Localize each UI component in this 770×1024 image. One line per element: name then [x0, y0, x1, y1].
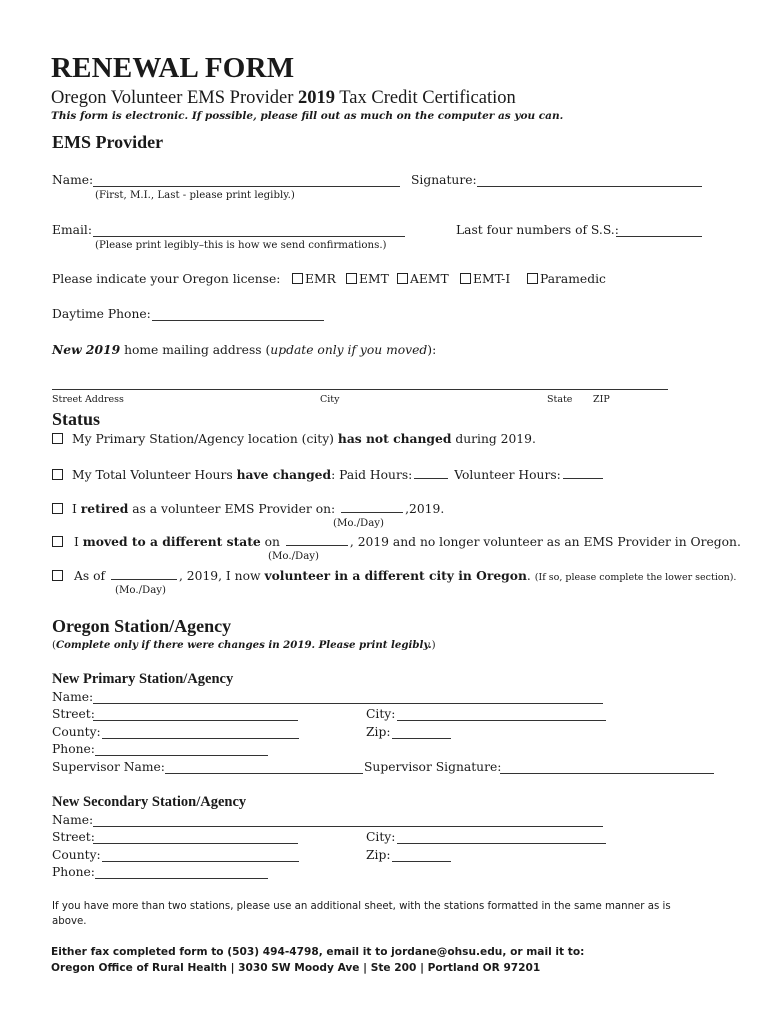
secondary-county-label: County:	[52, 848, 101, 862]
secondary-city-label: City:	[366, 830, 396, 844]
ssn-input-line[interactable]	[616, 236, 702, 237]
signature-input-line[interactable]	[477, 186, 702, 187]
primary-city-input-line[interactable]	[397, 720, 606, 721]
opt4-pre: I	[74, 535, 83, 549]
name-label: Name:	[52, 173, 94, 187]
subtitle-post: Tax Credit Certification	[335, 88, 516, 108]
note-text: Complete only if there were changes in 2019. Please print legibly.	[55, 639, 432, 651]
paid-hours-input-line[interactable]	[414, 466, 448, 479]
supervisor-name-label: Supervisor Name:	[52, 760, 165, 774]
checkbox-icon[interactable]	[397, 273, 408, 284]
opt2-pre: My Total Volunteer Hours	[72, 468, 237, 482]
addr-state-label: State	[547, 394, 573, 405]
addr-city-label: City	[320, 394, 340, 405]
retired-mo-day-hint: (Mo./Day)	[333, 518, 385, 529]
ssn-label: Last four numbers of S.S.:	[456, 223, 619, 237]
opt1-post: during 2019.	[451, 432, 536, 446]
retired-date-input-line[interactable]	[341, 500, 403, 513]
primary-county-label: County:	[52, 725, 101, 739]
opt3-post: as a volunteer EMS Provider on:	[128, 502, 336, 516]
primary-name-input-line[interactable]	[93, 703, 603, 704]
submission-instructions: Either fax completed form to (503) 494-4798, email it to jordane@ohsu.edu, or mail it to:	[51, 946, 585, 958]
license-option-emt-i[interactable]	[460, 272, 510, 286]
checkbox-icon[interactable]	[52, 469, 63, 480]
secondary-name-input-line[interactable]	[93, 826, 603, 827]
opt3-bold: retired	[80, 501, 129, 516]
primary-county-input-line[interactable]	[102, 738, 299, 739]
license-aemt-label: AEMT	[410, 272, 449, 286]
station-heading: Oregon Station/Agency	[52, 616, 232, 636]
phone-input-line[interactable]	[152, 320, 324, 321]
opt5-pre: As of	[74, 569, 106, 583]
signature-label: Signature:	[411, 173, 477, 187]
subtitle-pre: Oregon Volunteer EMS Provider	[51, 88, 298, 108]
checkbox-icon[interactable]	[292, 273, 303, 284]
opt5-mid: , 2019, I now	[178, 569, 265, 583]
name-hint: (First, M.I., Last - please print legibly.)	[95, 190, 295, 201]
moved-mo-day-hint: (Mo./Day)	[268, 551, 320, 562]
license-paramedic-label: Paramedic	[540, 272, 606, 286]
license-option-emt[interactable]	[346, 272, 389, 286]
checkbox-icon[interactable]	[52, 503, 63, 514]
checkbox-icon[interactable]	[52, 570, 63, 581]
primary-name-label: Name:	[52, 690, 94, 704]
opt1-pre: My Primary Station/Agency location (city)	[72, 432, 338, 446]
addr-zip-label: ZIP	[593, 394, 610, 405]
secondary-county-input-line[interactable]	[102, 861, 299, 862]
note-open: (	[52, 640, 56, 651]
subtitle-year: 2019	[298, 88, 335, 108]
opt3-year: ,2019.	[405, 502, 445, 516]
opt4-on: on	[260, 535, 280, 549]
license-option-aemt[interactable]	[397, 272, 449, 286]
electronic-note: This form is electronic. If possible, please fill out as much on the computer as you can.	[51, 110, 564, 122]
as-of-date-input-line[interactable]	[111, 567, 177, 580]
form-title: RENEWAL FORM	[51, 52, 295, 84]
checkbox-icon[interactable]	[52, 433, 63, 444]
secondary-city-input-line[interactable]	[397, 843, 606, 844]
volunteer-hours-input-line[interactable]	[563, 466, 603, 479]
license-option-emr[interactable]	[292, 272, 336, 286]
primary-zip-input-line[interactable]	[392, 738, 451, 739]
primary-zip-label: Zip:	[366, 725, 391, 739]
extra-stations-note: If you have more than two stations, please use an additional sheet, with the stations formatted in the same manner as is above.	[52, 901, 671, 927]
checkbox-icon[interactable]	[52, 536, 63, 547]
checkbox-icon[interactable]	[346, 273, 357, 284]
primary-city-label: City:	[366, 707, 396, 721]
email-hint: (Please print legibly–this is how we send confirmations.)	[95, 240, 387, 251]
license-label: Please indicate your Oregon license:	[52, 272, 281, 286]
status-option-moved-state[interactable]	[52, 533, 741, 549]
status-option-retired[interactable]	[52, 500, 444, 516]
secondary-zip-input-line[interactable]	[392, 861, 451, 862]
phone-label: Daytime Phone:	[52, 307, 151, 321]
checkbox-icon[interactable]	[460, 273, 471, 284]
status-option-hours-changed[interactable]	[52, 466, 605, 482]
status-option-different-city[interactable]	[52, 567, 736, 583]
license-emt-i-label: EMT-I	[473, 272, 511, 286]
supervisor-signature-input-line[interactable]	[500, 773, 714, 774]
primary-phone-input-line[interactable]	[95, 755, 268, 756]
license-emt-label: EMT	[359, 272, 389, 286]
email-input-line[interactable]	[93, 236, 405, 237]
as-of-mo-day-hint: (Mo./Day)	[115, 585, 167, 596]
opt5-small: (If so, please complete the lower section).	[534, 572, 737, 583]
opt2-vol: Volunteer Hours:	[454, 468, 561, 482]
office-address: Oregon Office of Rural Health | 3030 SW Moody Ave | Ste 200 | Portland OR 97201	[51, 962, 541, 974]
opt5-bold: volunteer in a different city in Oregon	[264, 568, 527, 583]
note-close: )	[431, 640, 436, 651]
supervisor-name-input-line[interactable]	[165, 773, 363, 774]
opt1-bold: has not changed	[337, 431, 452, 446]
primary-station-heading: New Primary Station/Agency	[52, 671, 234, 687]
status-heading: Status	[52, 409, 101, 429]
address-prompt	[52, 342, 436, 357]
ems-provider-heading: EMS Provider	[52, 132, 164, 152]
opt2-bold: have changed	[236, 467, 332, 482]
secondary-phone-input-line[interactable]	[95, 878, 268, 879]
form-subtitle	[51, 88, 516, 109]
addr-street-label: Street Address	[52, 394, 124, 405]
supervisor-signature-label: Supervisor Signature:	[364, 760, 502, 774]
primary-street-input-line[interactable]	[93, 720, 298, 721]
address-end: ):	[427, 343, 437, 357]
secondary-phone-label: Phone:	[52, 865, 95, 879]
address-italic: update only if you moved	[270, 343, 428, 357]
email-label: Email:	[52, 223, 92, 237]
opt2-post: : Paid Hours:	[331, 468, 413, 482]
secondary-street-input-line[interactable]	[93, 843, 298, 844]
primary-street-label: Street:	[52, 707, 95, 721]
status-option-not-changed[interactable]	[52, 431, 536, 446]
secondary-station-heading: New Secondary Station/Agency	[52, 794, 247, 810]
address-new-2019: New 2019	[52, 342, 121, 357]
license-emr-label: EMR	[305, 272, 336, 286]
primary-phone-label: Phone:	[52, 742, 95, 756]
secondary-street-label: Street:	[52, 830, 95, 844]
secondary-zip-label: Zip:	[366, 848, 391, 862]
moved-date-input-line[interactable]	[286, 533, 348, 546]
station-note	[52, 639, 436, 651]
checkbox-icon[interactable]	[527, 273, 538, 284]
license-option-paramedic[interactable]	[527, 272, 606, 286]
opt4-post: , 2019 and no longer volunteer as an EMS Provider in Oregon.	[349, 535, 741, 549]
opt3-pre: I	[72, 502, 81, 516]
name-input-line[interactable]	[93, 186, 400, 187]
address-mid: home mailing address (	[120, 343, 271, 357]
opt4-bold: moved to a different state	[82, 534, 261, 549]
secondary-name-label: Name:	[52, 813, 94, 827]
opt5-post: .	[526, 569, 531, 583]
address-input-line[interactable]	[52, 389, 668, 390]
